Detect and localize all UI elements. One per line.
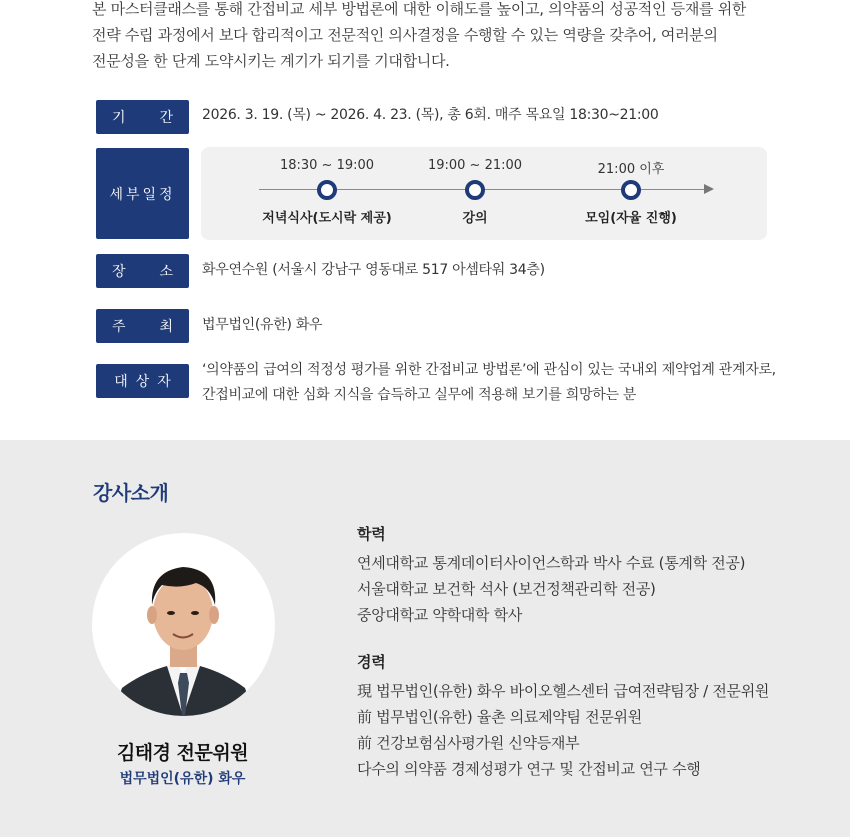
- timeline-node-icon: [465, 180, 485, 200]
- schedule-label: 세부일정: [96, 148, 189, 239]
- schedule-time-3: 21:00 이후: [597, 162, 665, 177]
- intro-line-2: 전략 수립 과정에서 보다 합리적이고 전문적인 의사결정을 수행할 수 있는 역량을 갖추어, 여러분의: [92, 26, 718, 44]
- target-line-2: 간접비교에 대한 심화 지식을 습득하고 실무에 적용해 보기를 희망하는 분: [202, 387, 637, 403]
- intro-text: [92, 0, 772, 74]
- education-item: 서울대학교 보건학 석사 (보건정책관리학 전공): [357, 580, 656, 598]
- career-item: 前 건강보험심사평가원 신약등재부: [357, 734, 580, 752]
- venue-label-a: 장: [112, 264, 126, 280]
- education-item: 연세대학교 통계데이터사이언스학과 박사 수료 (통계학 전공): [357, 554, 746, 572]
- schedule-title-3: 모임(자율 진행): [585, 211, 677, 226]
- venue-label-b: 소: [159, 264, 173, 280]
- education-block: [357, 522, 745, 628]
- host-value: 법무법인(유한) 화우: [202, 317, 323, 333]
- host-label-a: 주: [112, 319, 126, 335]
- career-item: 現 법무법인(유한) 화우 바이오헬스센터 급여전략팀장 / 전문위원: [357, 682, 770, 700]
- instructor-name: 김태경 전문위원: [116, 742, 249, 764]
- target-line-1: ‘의약품의 급여의 적정성 평가를 위한 간접비교 방법론’에 관심이 있는 국내외 제약업계 관계자로,: [202, 362, 776, 378]
- timeline-node-icon: [621, 180, 641, 200]
- instructor-portrait-icon: [92, 533, 275, 716]
- section-title: 강사소개: [93, 481, 169, 505]
- venue-value: 화우연수원 (서울시 강남구 영동대로 517 아셈타워 34층): [202, 262, 545, 278]
- schedule-time-1: 18:30 ~ 19:00: [279, 158, 375, 173]
- schedule-title-2: 강의: [462, 211, 488, 226]
- target-value: [202, 359, 776, 406]
- schedule-time-2: 19:00 ~ 21:00: [427, 158, 523, 173]
- career-item: 다수의 의약품 경제성평가 연구 및 간접비교 연구 수행: [357, 760, 701, 778]
- period-value: 2026. 3. 19. (목) ~ 2026. 4. 23. (목), 총 6회. 매주 목요일 18:30~21:00: [202, 107, 659, 123]
- host-label-b: 최: [159, 319, 173, 335]
- career-item: 前 법무법인(유한) 율촌 의료제약팀 전문위원: [357, 708, 642, 726]
- schedule-timeline: [201, 147, 767, 240]
- career-block: [357, 650, 769, 782]
- intro-line-3: 전문성을 한 단계 도약시키는 계기가 되기를 기대합니다.: [92, 52, 450, 70]
- venue-label: [96, 254, 189, 288]
- career-title: 경력: [357, 653, 386, 671]
- period-label-a: 기: [112, 110, 126, 126]
- instructor-org: 법무법인(유한) 화우: [119, 771, 246, 787]
- timeline-arrow-icon: [704, 184, 714, 194]
- education-title: 학력: [357, 525, 386, 543]
- education-item: 중앙대학교 약학대학 학사: [357, 606, 523, 624]
- instructor-photo: [92, 533, 275, 716]
- host-label: [96, 309, 189, 343]
- schedule-title-1: 저녁식사(도시락 제공): [262, 211, 392, 226]
- timeline-node-icon: [317, 180, 337, 200]
- target-label: 대상자: [96, 364, 189, 398]
- period-label: [96, 100, 189, 134]
- period-label-b: 간: [159, 110, 173, 126]
- intro-line-1: 본 마스터클래스를 통해 간접비교 세부 방법론에 대한 이해도를 높이고, 의약품의 성공적인 등재를 위한: [92, 0, 747, 18]
